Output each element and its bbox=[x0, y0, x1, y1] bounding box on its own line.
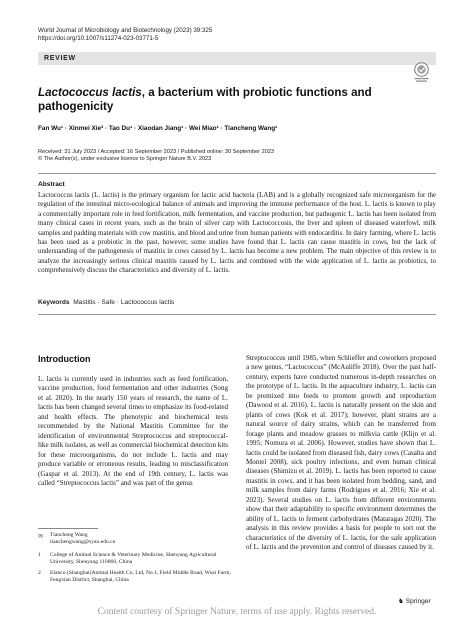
section-banner bbox=[38, 52, 436, 65]
title-rest: , a bacterium with probiotic functions and pathogenicity bbox=[38, 86, 372, 113]
affiliation-1: College of Animal Science & Veterinary Medicine, Shenyang Agricultural University, Shenyang 110866, China bbox=[50, 552, 217, 565]
footnote-rule bbox=[38, 528, 98, 529]
keywords-label: Keywords bbox=[38, 299, 70, 306]
doi-link[interactable]: https://doi.org/10.1007/s11274-023-03771-5 bbox=[38, 35, 159, 42]
received-accepted-dates: Received: 31 July 2023 / Accepted: 16 September 2023 / Published online: 30 September 2023 bbox=[38, 149, 275, 155]
divider bbox=[38, 314, 436, 315]
intro-right-column: Streptococcus until 1985, when Schlieffer and coworkers proposed a new genus, “Lactococcus” (McAuliffe 2018). Over the past half-century, experts have conducted numerous in-depth researches on the prototype of L. lactis. In the aquaculture industry, L. lactis can be premixed into feeds to promote growth and reproduction (Dawood et al. 2016). L. lactis is naturally present on the skin and plants of cows (Kok et al. 2017); however, plant strains are a natural source of dairy strains, which can be transferred from forage plants and meadow grasses to milkvia cattle (Klijn et al. 1995; Nomura et al. 2006). However, studies have shown that L. lactis could be isolated from diseased fish, dairy cows (Casalta and Montel 2008), sick poultry infections, and even human clinical diseases (Shimizu et al. 2019). L. lactis has been reported to cause mastitis in cows, and it has been isolated from bedding, sand, and milk samples from dairy farms (Rodrigues et al. 2016; Xie et al. 2023). Several studies on L. lactis from different environments show that their adaptability to specific environment determines the ability of L. lactis to ferment carbohydrates (Mataragas 2020). The analysis in this review provides a basis for people to sort out the characteristics of the diversity of L. lactis, for the safe application of L. lactis and the prevention and control of diseases caused by it. bbox=[246, 354, 436, 552]
corresponding-author bbox=[50, 532, 250, 546]
section-label: REVIEW bbox=[44, 54, 76, 62]
author-list: Fan Wu¹ · Xinmei Xie² · Tao Du¹ · Xiaodan Jiang¹ · Wei Miao¹ · Tiancheng Wang¹ bbox=[38, 125, 278, 132]
corresponding-name: Tiancheng Wang bbox=[50, 532, 88, 538]
intro-left-column: L. lactis is currently used in industries such as feed fortification, vaccine production, food fermentation and other industries (Song et al. 2020). In the nearly 150 years of research, the name of L. lactis has been changed several times to emphasize its food-related and health effects. The phenotypic and biochemical tests recommended by the National Mastitis Committee for the identification of environmental Streptococcus and streptococcal-like milk isolates, as well as commercial biochemical detection kits for these microorganisms, do not include L. lactis and may produce variable or erroneous results, leading to misclassification (Gaspar et al. 2013). At the end of 19th century, L. lactis was called “Streptococcus lactis” and was part of the genus bbox=[38, 375, 228, 487]
keywords bbox=[38, 299, 174, 306]
publisher-name: Springer bbox=[405, 598, 431, 605]
affiliation-mark-2: 2 bbox=[38, 570, 41, 576]
check-for-updates-badge[interactable] bbox=[413, 62, 430, 84]
keywords-list: Mastitis · Safe · Lactococcus lactis bbox=[73, 299, 175, 306]
abstract-text: Lactococcus lactis (L. lactis) is the primary organism for lactic acid bacteria (LAB) and is a globally recognized safe microorganism for the regulation of the intestinal micro-ecological balance of animals and improving the immune performance of the host. L. lactis is known to play a commercially important role in feed fortification, milk fermentation, and vaccine production, but pathogenic L. lactis has been isolated from many clinical cases in recent years, such as the brain of silver carp with Lactococcosis, the liver and spleen of diseased waterfowl, milk samples and padding materials with cow mastitis, and blood and urine from human patients with endocarditis. In dairy farming, where L. lactis has been used as a probiotic in the past, however, some studies have found that L. lactis can cause mastitis in cows, but the lack of understanding of the pathogenesis of mastitis in cows caused by L. lactis has become a new problem. The main objective of this review is to analyze the increasingly serious clinical mastitis caused by L. lactis and combined with the wide application of L. lactis as probiotics, to comprehensively discuss the characteristics and diversity of L. lactis. bbox=[38, 191, 436, 275]
journal-header bbox=[38, 27, 212, 43]
article-title bbox=[38, 86, 398, 114]
publication-dates bbox=[38, 149, 274, 164]
check-updates-icon bbox=[413, 62, 430, 84]
divider bbox=[38, 173, 436, 174]
corresponding-email[interactable]: tianchengwang@syau.edu.cn bbox=[50, 539, 116, 545]
journal-citation: World Journal of Microbiology and Biotechnology (2023) 39:325 bbox=[38, 27, 213, 34]
springer-horse-icon: ♞ bbox=[398, 598, 404, 605]
affiliation-2: Elanco (Shanghai)Animal Health Co, Ltd, No.1, Field Middle Road, Wusi Farm, Fengxian District, Shanghai, China bbox=[50, 570, 231, 583]
envelope-icon: ✉ bbox=[38, 534, 44, 540]
affiliation-mark-1: 1 bbox=[38, 552, 41, 558]
abstract-heading: Abstract bbox=[38, 181, 65, 188]
title-organism: Lactococcus lactis bbox=[38, 86, 142, 99]
copyright-line: © The Author(s), under exclusive licence to Springer Nature B.V. 2023 bbox=[38, 156, 212, 163]
introduction-heading: Introduction bbox=[38, 354, 91, 364]
publisher-logo bbox=[398, 597, 431, 605]
courtesy-notice: Content courtesy of Springer Nature, terms of use apply. Rights reserved. bbox=[97, 607, 377, 617]
